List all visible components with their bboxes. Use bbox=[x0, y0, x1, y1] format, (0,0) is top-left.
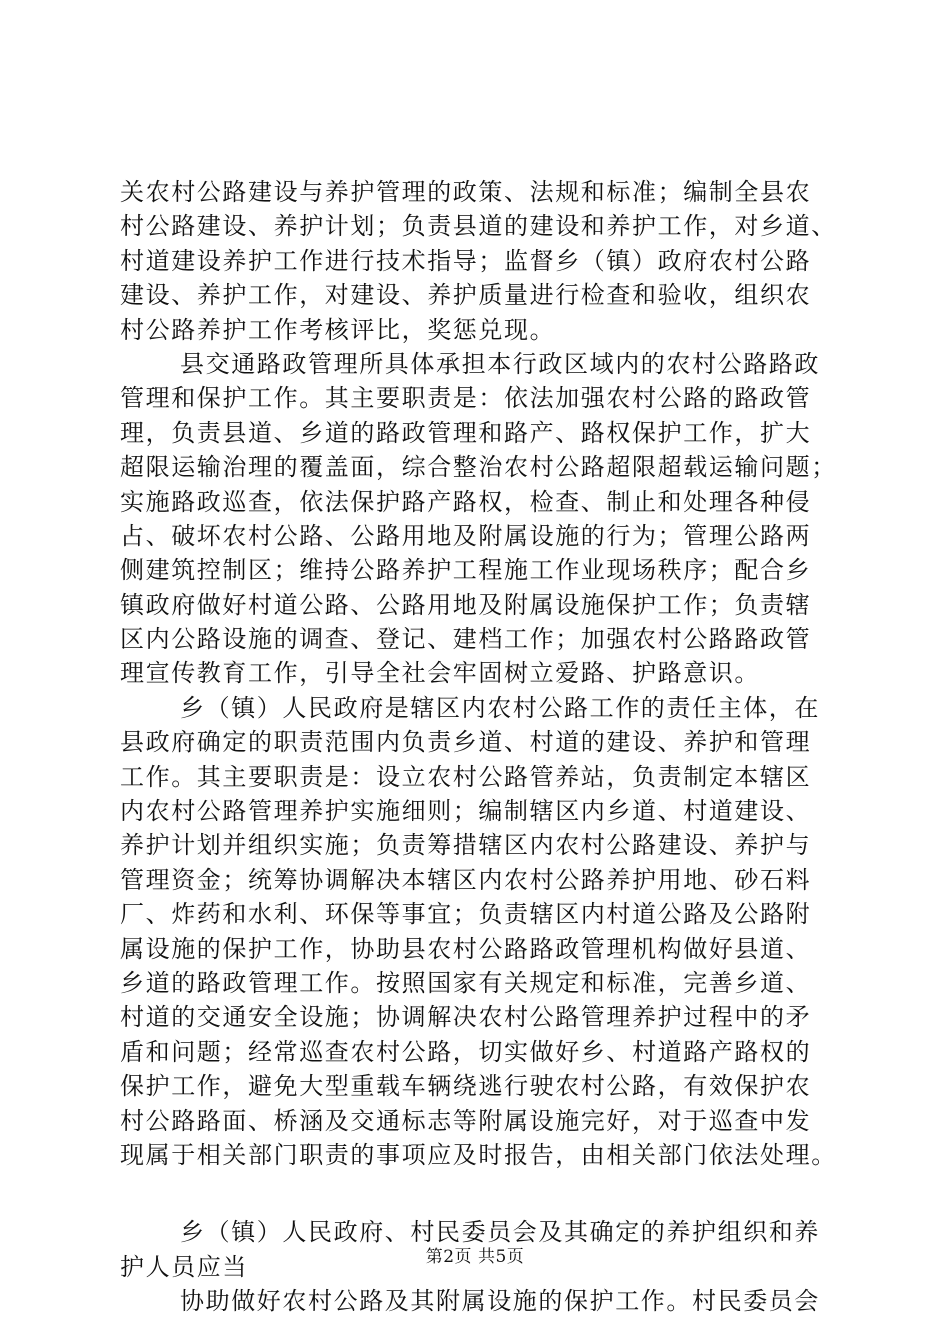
document-body bbox=[120, 175, 840, 1319]
text-line: 乡（镇）人民政府、村民委员会及其确定的养护组织和养 bbox=[180, 1218, 820, 1247]
text-line: 村道的交通安全设施；协调解决农村公路管理养护过程中的矛 bbox=[120, 1003, 812, 1032]
page-number-footer: 第2页 共5页 bbox=[425, 1247, 525, 1267]
text-line: 占、破坏农村公路、公路用地及附属设施的行为；管理公路两 bbox=[120, 521, 812, 550]
text-line: 村道建设养护工作进行技术指导；监督乡（镇）政府农村公路 bbox=[120, 246, 812, 275]
text-line: 厂、炸药和水利、环保等事宜；负责辖区内村道公路及公路附 bbox=[120, 900, 812, 929]
text-line: 理，负责县道、乡道的路政管理和路产、路权保护工作，扩大 bbox=[120, 418, 812, 447]
text-line: 理宣传教育工作，引导全社会牢固树立爱路、护路意识。 bbox=[120, 659, 760, 688]
text-line: 关农村公路建设与养护管理的政策、法规和标准；编制全县农 bbox=[120, 178, 812, 206]
text-line: 村公路建设、养护计划；负责县道的建设和养护工作，对乡道、 bbox=[120, 212, 837, 241]
text-line: 实施路政巡查，依法保护路产路权，检查、制止和处理各种侵 bbox=[120, 487, 812, 516]
text-line: 区内公路设施的调查、登记、建档工作；加强农村公路路政管 bbox=[120, 625, 812, 654]
text-line: 管理资金；统筹协调解决本辖区内农村公路养护用地、砂石料 bbox=[120, 865, 812, 894]
paragraph-5 bbox=[120, 1284, 840, 1318]
paragraph-2 bbox=[120, 347, 840, 691]
text-line: 建设、养护工作，对建设、养护质量进行检查和验收，组织农 bbox=[120, 281, 812, 310]
text-line: 村公路养护工作考核评比，奖惩兑现。 bbox=[120, 315, 556, 344]
text-line: 县交通路政管理所具体承担本行政区域内的农村公路路政 bbox=[180, 349, 820, 378]
text-line: 乡（镇）人民政府是辖区内农村公路工作的责任主体，在 bbox=[180, 693, 820, 722]
text-line: 协助做好农村公路及其附属设施的保护工作。村民委员会 bbox=[180, 1287, 820, 1316]
text-line: 保护工作，避免大型重载车辆绕逃行驶农村公路，有效保护农 bbox=[120, 1072, 812, 1101]
text-line: 县政府确定的职责范围内负责乡道、村道的建设、养护和管理 bbox=[120, 728, 812, 757]
text-line: 管理和保护工作。其主要职责是：依法加强农村公路的路政管 bbox=[120, 384, 812, 413]
text-line: 护人员应当 bbox=[120, 1252, 248, 1281]
text-line: 村公路路面、桥涵及交通标志等附属设施完好，对于巡查中发 bbox=[120, 1106, 812, 1135]
text-line: 镇政府做好村道公路、公路用地及附属设施保护工作；负责辖 bbox=[120, 590, 812, 619]
paragraph-1 bbox=[120, 175, 840, 347]
paragraph-3 bbox=[120, 691, 840, 1172]
text-line: 现属于相关部门职责的事项应及时报告，由相关部门依法处理。 bbox=[120, 1140, 837, 1169]
text-line: 工作。其主要职责是：设立农村公路管养站，负责制定本辖区 bbox=[120, 762, 812, 791]
paragraph-gap bbox=[120, 1172, 840, 1215]
text-line: 属设施的保护工作，协助县农村公路路政管理机构做好县道、 bbox=[120, 934, 812, 963]
text-line: 侧建筑控制区；维持公路养护工程施工作业现场秩序；配合乡 bbox=[120, 556, 812, 585]
text-line: 乡道的路政管理工作。按照国家有关规定和标准，完善乡道、 bbox=[120, 968, 812, 997]
text-line: 盾和问题；经常巡查农村公路，切实做好乡、村道路产路权的 bbox=[120, 1037, 812, 1066]
text-line: 超限运输治理的覆盖面，综合整治农村公路超限超载运输问题； bbox=[120, 453, 837, 482]
text-line: 养护计划并组织实施；负责筹措辖区内农村公路建设、养护与 bbox=[120, 831, 812, 860]
text-line: 内农村公路管理养护实施细则；编制辖区内乡道、村道建设、 bbox=[120, 797, 812, 826]
